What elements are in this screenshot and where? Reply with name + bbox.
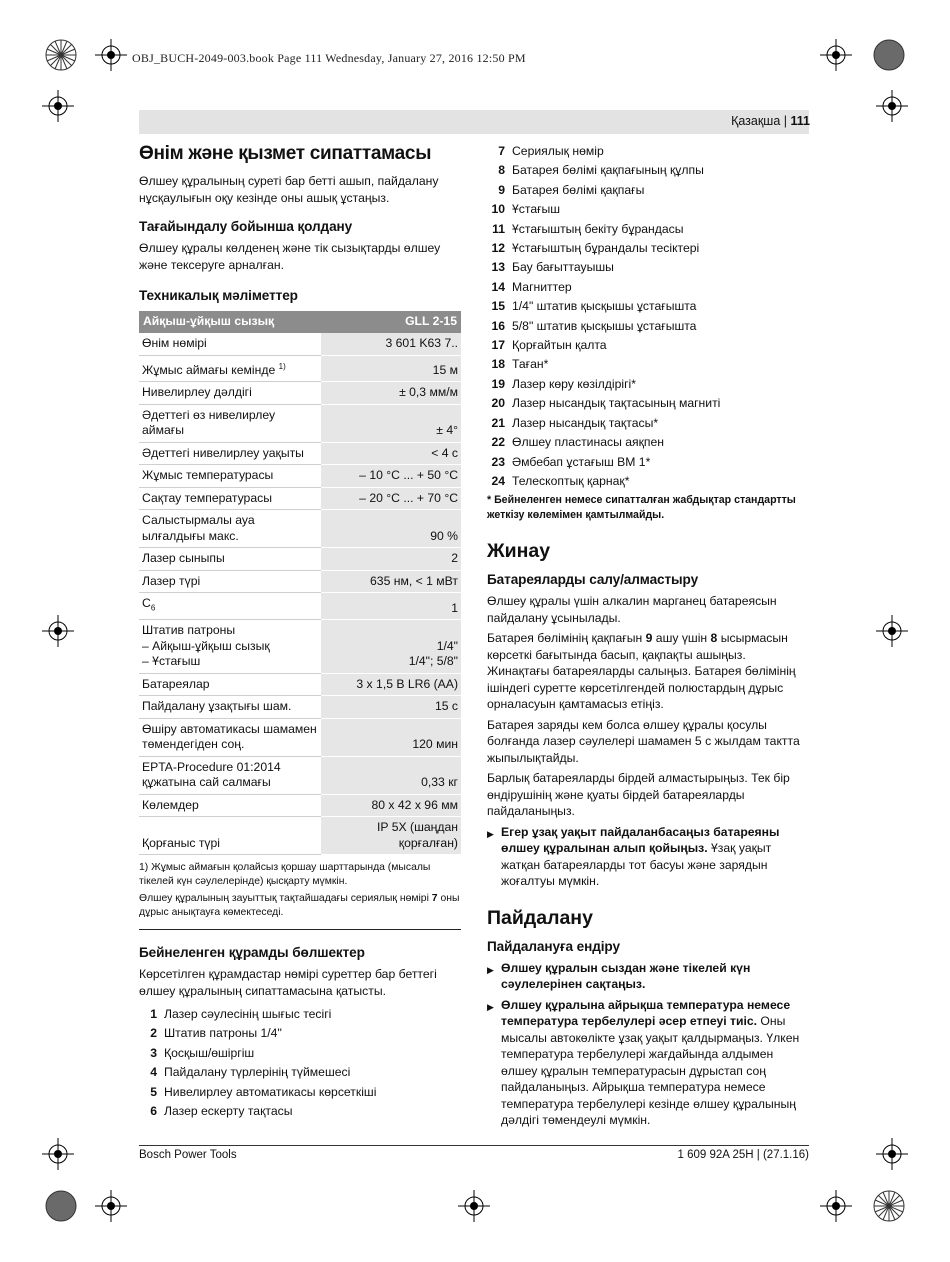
item-text: Қосқыш/өшіргіш — [164, 1045, 255, 1060]
list-item — [487, 336, 809, 355]
page-header-bar — [139, 110, 809, 134]
item-text: Лазер көру көзілдірігі* — [512, 376, 636, 391]
note-text: Өлшеу құралының зауыттық тақтайшадағы сериялық нөмірі — [139, 893, 432, 904]
battery-warning-bullet — [487, 824, 809, 890]
list-item — [487, 355, 809, 374]
spec-key: Батареялар — [139, 673, 321, 696]
item-number: 12 — [491, 241, 505, 256]
item-text: Телескоптық қарнақ* — [512, 473, 630, 488]
header-language: Қазақша — [731, 114, 781, 128]
spec-value: 120 мин — [321, 718, 461, 756]
spec-key — [139, 593, 321, 620]
battery-heading: Батареяларды салу/алмастыру — [487, 572, 699, 588]
spec-value: 3 x 1,5 B LR6 (AA) — [321, 673, 461, 696]
tech-data-heading: Техникалық мәліметтер — [139, 288, 298, 303]
item-number: 11 — [492, 221, 505, 236]
table-row — [139, 333, 461, 355]
table-header-product-type: Айқыш-ұйқыш сызық — [139, 311, 321, 333]
table-notes — [139, 861, 461, 930]
item-text: 1/4" штатив қысқышы ұстағышта — [512, 299, 697, 314]
table-row — [139, 548, 461, 571]
bullet-bold-text: Егер ұзақ уақыт пайдаланбасаңыз батареяны өлшеу құралынан алып қойыңыз. — [501, 824, 780, 856]
item-number: 9 — [498, 182, 505, 197]
spec-key: EPTA-Procedure 01:2014 құжатына сай салмағы — [139, 756, 321, 794]
table-footnote-2 — [139, 892, 461, 920]
operation-title: Пайдалану — [487, 906, 593, 929]
item-text: Өлшеу пластинасы аяқпен — [512, 435, 665, 450]
spec-value: 0,33 кг — [321, 756, 461, 794]
components-heading: Бейнеленген құрамды бөлшектер — [139, 945, 365, 960]
spec-key: Лазер сыныпы — [139, 548, 321, 571]
table-row — [139, 673, 461, 696]
list-item — [487, 375, 809, 394]
spec-value: 3 601 K63 7.. — [321, 333, 461, 355]
list-item — [487, 317, 809, 336]
item-text: Сериялық нөмір — [512, 144, 604, 158]
spec-key: Әдеттегі нивелирлеу уақыты — [139, 442, 321, 465]
list-item — [487, 278, 809, 297]
intro-paragraph: Өлшеу құралының суреті бар бетті ашып, пайдалану нұсқаулығын оқу кезінде оны ашық ұстаңыз. — [139, 174, 439, 205]
tech-data-table — [139, 311, 461, 855]
item-number: 14 — [491, 279, 505, 294]
spec-key-subline: – Айқыш-ұйқыш сызық — [142, 638, 270, 653]
item-number: 8 — [498, 163, 505, 178]
table-row — [139, 442, 461, 465]
list-item — [487, 181, 809, 200]
item-text: Магниттер — [512, 279, 572, 294]
spec-value: ± 0,3 мм/м — [321, 382, 461, 405]
spec-key — [139, 620, 321, 674]
left-column — [139, 142, 461, 1121]
item-text: Ұстағыштың бұрандалы тесіктері — [512, 241, 700, 256]
item-number: 17 — [491, 338, 505, 353]
table-row — [139, 510, 461, 548]
bullet-bold-text: Өлшеу құралын сыздан және тікелей күн сәулелерінен сақтаңыз. — [501, 960, 751, 992]
table-row — [139, 817, 461, 855]
triangle-bullet-icon: ▶ — [487, 964, 494, 975]
item-text: Ұстағыштың бекіту бұрандасы — [512, 221, 684, 236]
table-header-model: GLL 2-15 — [321, 311, 461, 333]
item-text: Нивелирлеу автоматикасы көрсеткіші — [164, 1084, 377, 1099]
list-item — [139, 1102, 461, 1121]
item-number: 7 — [498, 144, 505, 158]
list-item — [139, 1044, 461, 1063]
item-text: Батарея бөлімі қақпағы — [512, 182, 645, 197]
table-row — [139, 593, 461, 620]
list-item — [139, 1083, 461, 1102]
note-text: оны дұрыс анықтауға көмектеседі. — [139, 893, 460, 918]
list-item — [487, 414, 809, 433]
spec-value-line: 1/4"; 5/8" — [408, 654, 458, 668]
list-item — [487, 297, 809, 316]
spec-value: 635 нм, < 1 мВт — [321, 570, 461, 593]
ref-number: 9 — [645, 631, 653, 646]
bullet-bold-text: Өлшеу құралына айрықша температура немесе температура тербелулері әсер етпеуі тиіс. — [501, 997, 791, 1029]
item-text: Батарея бөлімі қақпағының құлпы — [512, 163, 704, 178]
battery-paragraph-1: Өлшеу құралы үшін алкалин марганец батареясын пайдалану ұсынылады. — [487, 594, 777, 625]
spec-value: 90 % — [321, 510, 461, 548]
item-text: 5/8" штатив қысқышы ұстағышта — [512, 318, 697, 333]
section-title-product-description: Өнім және қызмет сипаттамасы — [139, 143, 432, 164]
spec-value: 80 x 42 x 96 мм — [321, 794, 461, 817]
list-item — [139, 1005, 461, 1024]
spec-key: Өшіру автоматикасы шамамен төмендегіден соң. — [139, 718, 321, 756]
spec-key: Нивелирлеу дәлдігі — [139, 382, 321, 405]
ref-number: 8 — [710, 631, 718, 646]
item-text: Лазер нысандық тақтасы* — [512, 415, 659, 430]
list-item — [139, 1063, 461, 1082]
footer-divider — [139, 1145, 809, 1146]
registration-mark-bottom-left — [95, 1190, 127, 1222]
components-list-left — [139, 1005, 461, 1121]
table-row — [139, 487, 461, 510]
spec-key-subscript: 6 — [150, 603, 156, 613]
startup-heading: Пайдалануға ендіру — [487, 938, 620, 954]
startup-bullet-2 — [487, 997, 809, 1129]
list-item — [487, 161, 809, 180]
spec-value: 15 с — [321, 696, 461, 719]
text: Батарея бөлімінің қақпағын — [487, 631, 646, 646]
registration-mark-right-upper — [876, 90, 908, 122]
spec-key: Өнім нөмірі — [139, 333, 321, 355]
item-number: 1 — [150, 1007, 157, 1021]
spec-value: ± 4° — [321, 404, 461, 442]
spec-value: 1 — [321, 593, 461, 620]
table-row — [139, 620, 461, 674]
spec-key — [139, 355, 321, 382]
right-column — [487, 142, 809, 1133]
list-item — [487, 142, 809, 161]
registration-mark-left-middle — [42, 615, 74, 647]
list-item — [487, 220, 809, 239]
item-text: Лазер нысандық тақтасының магниті — [512, 396, 721, 411]
list-item — [487, 472, 809, 491]
item-text: Қорғайтын қалта — [512, 338, 607, 353]
footer-brand: Bosch Power Tools — [139, 1149, 237, 1161]
print-slug-line: OBJ_BUCH-2049-003.book Page 111 Wednesday, January 27, 2016 12:50 PM — [132, 51, 526, 65]
table-row — [139, 794, 461, 817]
intended-use-heading: Тағайындалу бойынша қолдану — [139, 219, 353, 234]
item-number: 4 — [150, 1065, 157, 1080]
gray-dot-top-right-icon — [872, 38, 906, 72]
footer-doc-number: 1 609 92A 25H | (27.1.16) — [677, 1149, 809, 1161]
battery-paragraph-3: Батарея заряды кем болса өлшеу құралы қосулы болғанда лазер сәулелері шамамен 5 с жылдам тактта жыпылықтайды. — [487, 717, 800, 765]
spec-value-line: 1/4" — [436, 638, 458, 653]
item-text: Лазер ескерту тақтасы — [164, 1104, 293, 1119]
item-number: 18 — [491, 357, 505, 372]
registration-mark-left-lower — [42, 1138, 74, 1170]
spec-value: 15 м — [321, 355, 461, 382]
item-number: 6 — [150, 1104, 157, 1119]
spec-key-subline: – Ұстағыш — [142, 654, 201, 668]
table-row — [139, 355, 461, 382]
spec-key: Салыстырмалы ауа ылғалдығы макс. — [139, 510, 321, 548]
item-number: 3 — [150, 1045, 157, 1060]
list-item — [487, 453, 809, 472]
spec-key: Әдеттегі өз нивелирлеу аймағы — [139, 404, 321, 442]
spec-key: Қорғаныс түрі — [139, 817, 321, 855]
registration-mark-right-middle — [876, 615, 908, 647]
item-number: 24 — [491, 473, 505, 488]
list-item — [487, 394, 809, 413]
table-row — [139, 756, 461, 794]
battery-paragraph-4: Барлық батареяларды бірдей алмастырыңыз. Тек бір өндірушінің және қуаты бірдей батареяларды пайдаланыңыз. — [487, 771, 790, 819]
intended-use-paragraph: Өлшеу құралы көлденең және тік сызықтарды өлшеу және тексеруге арналған. — [139, 241, 441, 272]
table-row — [139, 696, 461, 719]
spec-value: 2 — [321, 548, 461, 571]
note-ref-number: 7 — [431, 893, 438, 904]
item-number: 15 — [491, 299, 505, 314]
spec-key-text: C — [142, 596, 151, 611]
spec-value: – 20 °C ... + 70 °C — [321, 487, 461, 510]
item-number: 16 — [491, 318, 505, 333]
gray-dot-bottom-left-icon — [44, 1189, 78, 1223]
spec-value: – 10 °C ... + 50 °C — [321, 465, 461, 488]
table-footnote-1: 1) Жұмыс аймағын қолайсыз қоршау шарттарында (мысалы тікелей күн сәулелерінде) қысқарту мүмкін. — [139, 862, 431, 887]
spec-value — [321, 620, 461, 674]
page-number: 111 — [790, 114, 810, 128]
registration-mark-bottom-right — [820, 1190, 852, 1222]
table-row — [139, 382, 461, 405]
item-number: 10 — [491, 202, 505, 217]
color-wheel-bottom-right-icon — [872, 1189, 906, 1223]
item-text: Ұстағыш — [512, 202, 561, 217]
list-item — [487, 200, 809, 219]
spec-key: Сақтау температурасы — [139, 487, 321, 510]
item-text: Лазер сәулесінің шығыс тесігі — [164, 1007, 332, 1021]
item-number: 23 — [491, 454, 505, 469]
components-list-right — [487, 142, 809, 491]
table-row — [139, 718, 461, 756]
item-number: 2 — [150, 1026, 157, 1041]
header-separator: | — [783, 114, 788, 128]
table-header-row — [139, 311, 461, 333]
item-text: Пайдалану түрлерінің түймешесі — [164, 1065, 351, 1080]
table-row — [139, 404, 461, 442]
item-number: 22 — [491, 435, 505, 450]
battery-paragraph-2 — [487, 630, 809, 713]
item-number: 20 — [491, 396, 505, 411]
triangle-bullet-icon: ▶ — [487, 828, 494, 839]
list-item — [487, 239, 809, 258]
bullet-text: Оны мысалы автокөлікте ұзақ уақыт қалдырмаңыз. Үлкен температура тербелулері жағдайында алдымен өлшеу құралын температурасын дұрыстап соң пайдаланыңыз. Айрықша температура немесе температура тербелулері кезінде өлшеу құралының дәлдігі төмендеулі мүмкін. — [501, 1014, 800, 1128]
color-wheel-top-left-icon — [44, 38, 78, 72]
registration-mark-right-lower — [876, 1138, 908, 1170]
spec-key: Жұмыс температурасы — [139, 465, 321, 488]
accessory-footnote: * Бейнеленген немесе сипатталған жабдықтар стандартты жеткізу көлемімен қамтылмайды. — [487, 494, 796, 522]
text: ашу үшін — [652, 631, 711, 646]
list-item — [487, 258, 809, 277]
item-number: 5 — [150, 1084, 157, 1099]
spec-value: IP 5X (шаңдан қорғалған) — [321, 817, 461, 855]
registration-mark-left-upper — [42, 90, 74, 122]
spec-key-text: Жұмыс аймағы кемінде — [142, 362, 276, 377]
table-row — [139, 570, 461, 593]
item-text: Бау бағыттауышы — [512, 260, 614, 275]
components-intro: Көрсетілген құрамдастар нөмірі суреттер бар беттегі өлшеу құралының сипаттамасына қатысты. — [139, 967, 437, 998]
spec-key: Пайдалану ұзақтығы шам. — [139, 696, 321, 719]
startup-bullet-1 — [487, 960, 809, 993]
spec-key: Көлемдер — [139, 794, 321, 817]
text: ысырмасын көрсеткі бағытында басып, қақпақты ашыңыз. Жинақтағы батареяларды салыңыз. Батарея бөлімінің ішіндегі суретте көрсетілгендей полюстардың дұрыс орналасуын қамтамасыз етіңіз. — [487, 631, 796, 712]
item-text: Әмбебап ұстағыш BM 1* — [512, 454, 651, 469]
item-text: Таған* — [512, 357, 549, 372]
item-number: 21 — [491, 415, 505, 430]
item-number: 19 — [491, 376, 505, 391]
registration-mark-top-left — [95, 39, 127, 71]
list-item — [487, 433, 809, 452]
spec-key-text: Штатив патроны — [142, 623, 236, 637]
registration-mark-top-right — [820, 39, 852, 71]
spec-key: Лазер түрі — [139, 570, 321, 593]
list-item — [139, 1024, 461, 1043]
page-header — [731, 114, 810, 128]
spec-value: < 4 с — [321, 442, 461, 465]
item-text: Штатив патроны 1/4" — [164, 1026, 282, 1041]
bullet-text: Ұзақ уақыт жатқан батареяларды тот басуы және зарядын жоғалтуы мүмкін. — [501, 841, 772, 889]
item-number: 13 — [491, 260, 505, 275]
triangle-bullet-icon: ▶ — [487, 1001, 494, 1012]
assembly-title: Жинау — [487, 540, 551, 563]
footnote-ref: 1) — [278, 361, 286, 371]
registration-mark-bottom-center — [458, 1190, 490, 1222]
table-row — [139, 465, 461, 488]
